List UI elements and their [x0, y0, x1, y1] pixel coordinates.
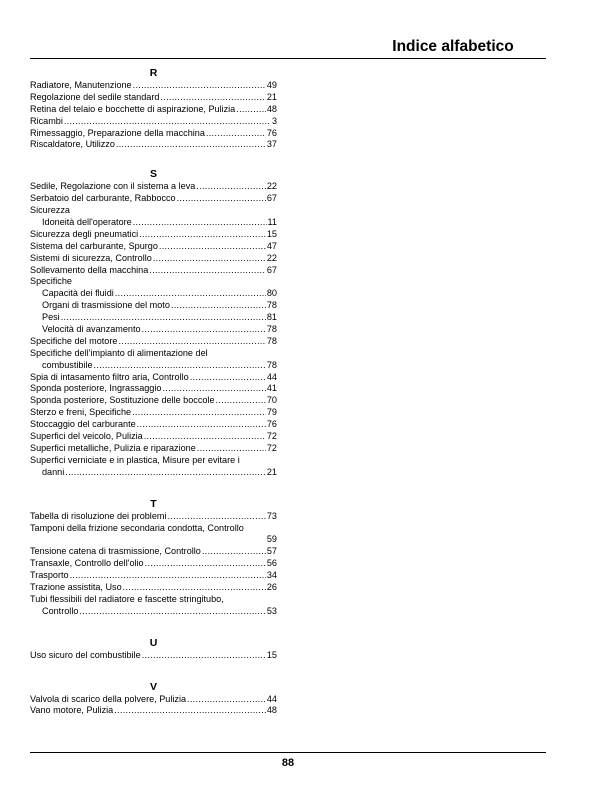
section-letter: R	[149, 67, 158, 79]
section-letter: V	[149, 680, 157, 693]
index-column	[30, 67, 277, 717]
index-entry: Tabella di risoluzione dei problemi ..... 73	[30, 511, 277, 523]
index-entry-wrapped: Specifiche dell'impianto di alimentazione del	[30, 347, 208, 358]
index-entry: Regolazione del sedile standard ..... 21	[30, 92, 277, 104]
index-entry-continuation: danni ..... 21	[30, 467, 277, 479]
index-entry: Sedile, Regolazione con il sistema a leva ..... 22	[30, 181, 277, 193]
index-entry: Stoccaggio del carburante ..... 76	[30, 419, 277, 431]
index-subentry: Pesi ..... 81	[30, 312, 277, 324]
index-entry: Vano motore, Pulizia ..... 48	[30, 705, 277, 717]
index-entry: Superfici metalliche, Pulizia e riparazione ..... 72	[30, 443, 277, 455]
index-entry: Serbatoio del carburante, Rabbocco ..... 67	[30, 193, 277, 205]
index-entry: Tensione catena di trasmissione, Controllo ..... 57	[30, 546, 277, 558]
index-entry: Valvola di scarico della polvere, Pulizia ..... 44	[30, 694, 277, 706]
index-section-v	[30, 681, 277, 718]
index-section-s	[30, 168, 277, 478]
index-subentry: Organi di trasmissione del moto ..... 78	[30, 300, 277, 312]
index-entry: Sistema del carburante, Spurgo ..... 47	[30, 241, 277, 253]
index-entry: Uso sicuro del combustibile ..... 15	[30, 650, 277, 662]
index-entry: Sistemi di sicurezza, Controllo ..... 22	[30, 253, 277, 265]
section-letter: S	[149, 168, 157, 181]
index-heading: Specifiche	[30, 276, 72, 287]
index-subentry: Velocità di avanzamento ..... 78	[30, 324, 277, 336]
index-entry: Specifiche del motore ..... 78	[30, 336, 277, 348]
footer-rule	[30, 752, 546, 753]
index-section-r	[30, 67, 277, 151]
index-entry: Riscaldatore, Utilizzo ..... 37	[30, 139, 277, 151]
index-entry-continuation: Controllo ..... 53	[30, 606, 277, 618]
index-entry: Sollevamento della macchina ..... 67	[30, 265, 277, 277]
index-entry: Sponda posteriore, Ingrassaggio ..... 41	[30, 383, 277, 395]
index-section-t	[30, 498, 277, 618]
index-entry: Radiatore, Manutenzione ..... 49	[30, 80, 277, 92]
index-heading: Sicurezza	[30, 205, 70, 216]
page-title: Indice alfabetico	[392, 38, 514, 55]
index-entry: Sponda posteriore, Sostituzione delle boccole ..... 70	[30, 395, 277, 407]
index-entry: Rimessaggio, Preparazione della macchina ..... 76	[30, 128, 277, 140]
index-entry: Sterzo e freni, Specifiche ..... 79	[30, 407, 277, 419]
section-letter: U	[149, 636, 158, 649]
index-subentry: Idoneità dell'operatore ..... 11	[30, 217, 277, 229]
page-number: 88	[281, 757, 295, 769]
index-entry: Spia di intasamento filtro aria, Controllo ..... 44	[30, 372, 277, 384]
section-letter: T	[150, 497, 157, 510]
index-entry: Retina del telaio e bocchette di aspirazione, Pulizia ..... 48	[30, 104, 277, 116]
index-entry-page: 59	[266, 534, 277, 545]
index-entry: Trasporto ..... 34	[30, 570, 277, 582]
index-entry-continuation: combustibile ..... 78	[30, 360, 277, 372]
index-entry: Superfici del veicolo, Pulizia ..... 72	[30, 431, 277, 443]
index-entry: Trazione assistita, Uso ..... 26	[30, 582, 277, 594]
header-rule	[30, 58, 546, 59]
index-entry-wrapped: Tamponi della frizione secondaria condotta, Controllo	[30, 522, 244, 533]
index-entry: Ricambi ..... 3	[30, 116, 277, 128]
index-entry-wrapped: Tubi flessibili del radiatore e fascette stringitubo,	[30, 593, 224, 604]
index-entry: Sicurezza degli pneumatici ..... 15	[30, 229, 277, 241]
index-entry-wrapped: Superfici verniciate e in plastica, Misure per evitare i	[30, 454, 240, 465]
index-subentry: Capacità dei fluidi ..... 80	[30, 288, 277, 300]
index-entry: Transaxle, Controllo dell'olio ..... 56	[30, 558, 277, 570]
index-section-u	[30, 637, 277, 662]
